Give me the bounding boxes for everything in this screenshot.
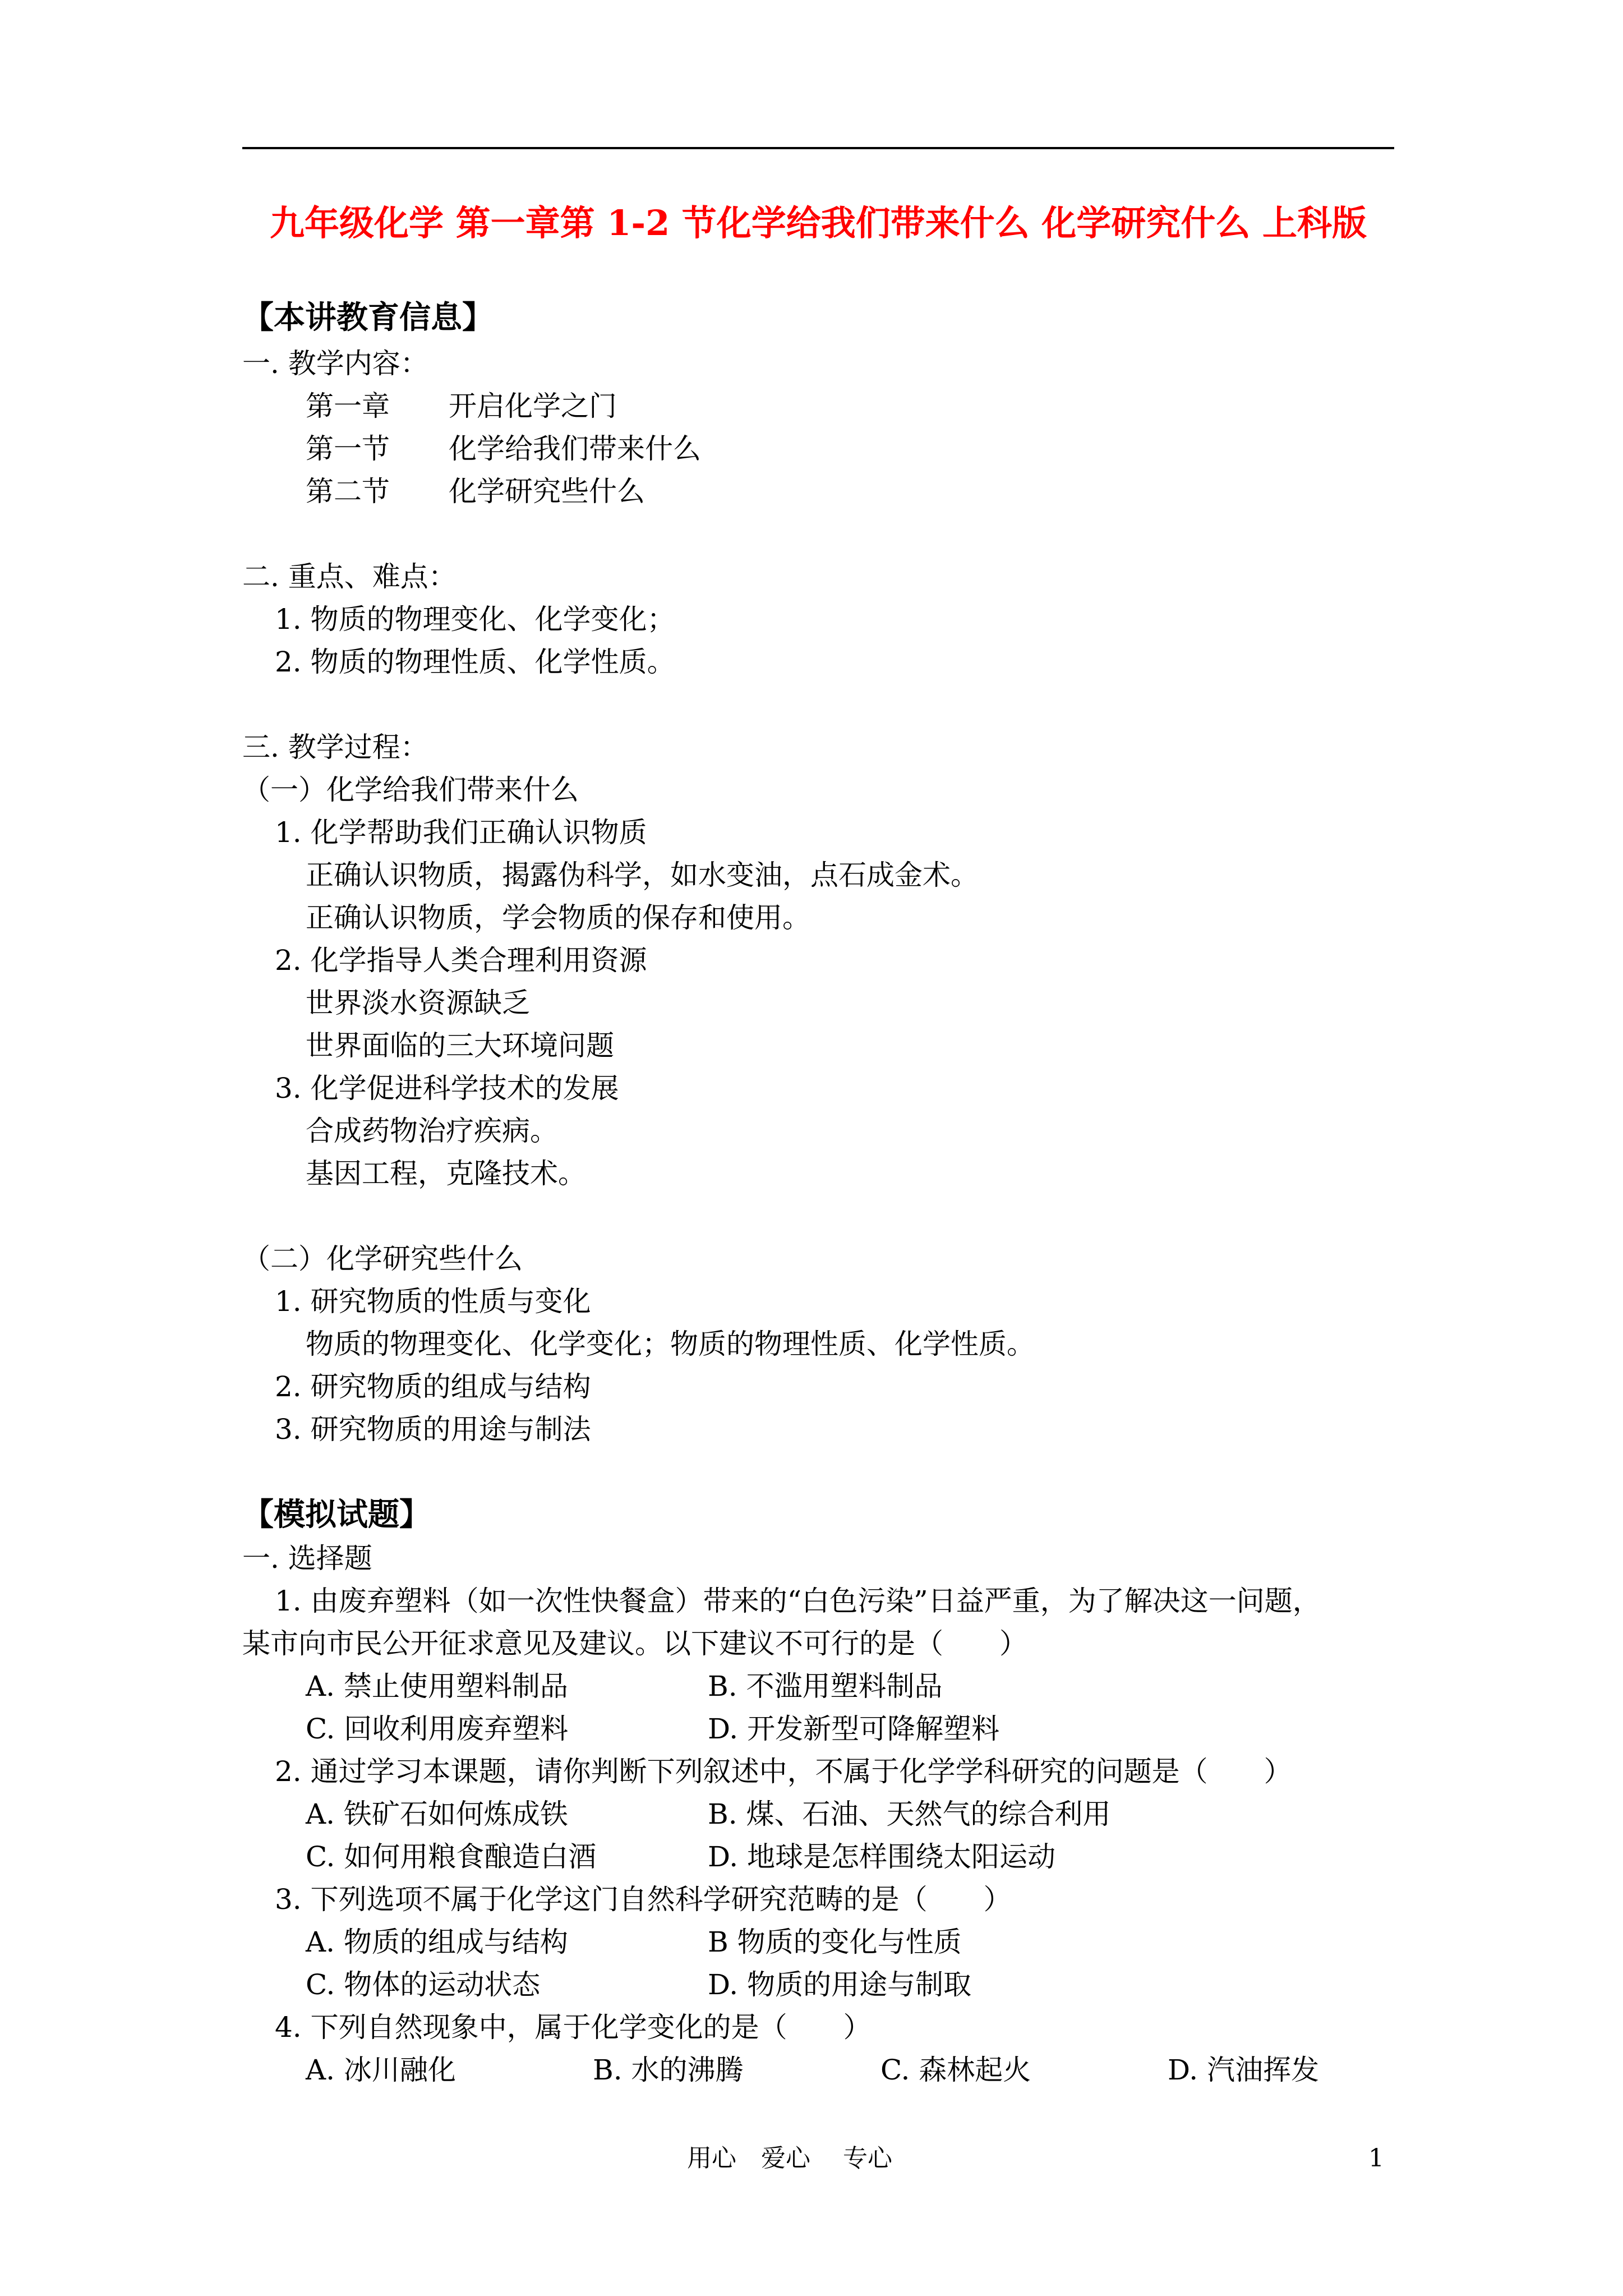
- part1-item-line: 基因工程，克隆技术。: [306, 1157, 586, 1190]
- process-heading: 三. 教学过程：: [242, 731, 428, 763]
- question-option: D. 汽油挥发: [1168, 2054, 1320, 2086]
- part1-item-title: 3. 化学促进科学技术的发展: [275, 1072, 619, 1105]
- question-option: A. 铁矿石如何炼成铁: [306, 1798, 568, 1830]
- part1-item-title: 1. 化学帮助我们正确认识物质: [275, 816, 647, 849]
- section-heading-quiz: 【模拟试题】: [242, 1496, 431, 1533]
- part2-item-title: 2. 研究物质的组成与结构: [275, 1370, 591, 1403]
- keypoint-item: 2. 物质的物理性质、化学性质。: [275, 646, 675, 678]
- chapter-text: 化学研究些什么: [449, 475, 645, 508]
- part1-item-line: 合成药物治疗疾病。: [306, 1115, 558, 1147]
- document-title: 九年级化学 第一章第 1-2 节化学给我们带来什么 化学研究什么 上科版: [270, 203, 1367, 243]
- question-option: B. 煤、石油、天然气的综合利用: [708, 1798, 1111, 1830]
- chapter-label: 第一章: [306, 390, 390, 422]
- question-option: C. 如何用粮食酿造白酒: [306, 1841, 597, 1873]
- question-stem: 某市向市民公开征求意见及建议。以下建议不可行的是（ ）: [242, 1627, 1027, 1660]
- question-option: C. 物体的运动状态: [306, 1968, 541, 2001]
- content-heading: 一. 教学内容：: [242, 347, 428, 380]
- question-option: B. 不滥用塑料制品: [708, 1670, 943, 1703]
- page-number: 1: [1368, 2144, 1384, 2173]
- question-option: A. 禁止使用塑料制品: [306, 1670, 568, 1703]
- chapter-text: 开启化学之门: [449, 390, 617, 422]
- chapter-label: 第一节: [306, 432, 390, 465]
- keypoint-item: 1. 物质的物理变化、化学变化；: [275, 603, 675, 636]
- part2-heading: （二）化学研究些什么: [242, 1243, 523, 1275]
- part1-item-title: 2. 化学指导人类合理利用资源: [275, 944, 647, 977]
- question-option: D. 开发新型可降解塑料: [708, 1713, 1000, 1745]
- part1-item-line: 世界淡水资源缺乏: [306, 987, 530, 1019]
- question-option: A. 物质的组成与结构: [306, 1926, 568, 1958]
- question-stem: 2. 通过学习本课题，请你判断下列叙述中，不属于化学学科研究的问题是（ ）: [275, 1755, 1292, 1788]
- question-option: C. 森林起火: [880, 2054, 1031, 2086]
- part1-item-line: 正确认识物质，揭露伪科学，如水变油，点石成金术。: [306, 859, 979, 891]
- choice-heading: 一. 选择题: [242, 1542, 372, 1575]
- question-stem: 3. 下列选项不属于化学这门自然科学研究范畴的是（ ）: [275, 1883, 1012, 1916]
- question-stem: 4. 下列自然现象中，属于化学变化的是（ ）: [275, 2011, 872, 2044]
- chapter-text: 化学给我们带来什么: [449, 432, 701, 465]
- part2-item-title: 1. 研究物质的性质与变化: [275, 1285, 591, 1318]
- header-rule: [242, 147, 1394, 149]
- part1-item-line: 正确认识物质，学会物质的保存和使用。: [306, 901, 810, 934]
- question-option: A. 冰川融化: [306, 2054, 456, 2086]
- section-heading-info: 【本讲教育信息】: [242, 299, 494, 336]
- footer-text: 用心 爱心 专心: [687, 2144, 892, 2173]
- chapter-label: 第二节: [306, 475, 390, 508]
- part1-item-line: 世界面临的三大环境问题: [306, 1029, 614, 1062]
- part2-item-title: 3. 研究物质的用途与制法: [275, 1413, 591, 1446]
- question-option: B. 水的沸腾: [593, 2054, 744, 2086]
- question-stem: 1. 由废弃塑料（如一次性快餐盒）带来的“白色污染”日益严重，为了解决这一问题，: [275, 1585, 1321, 1617]
- question-option: D. 地球是怎样围绕太阳运动: [708, 1841, 1056, 1873]
- part2-item-line: 物质的物理变化、化学变化；物质的物理性质、化学性质。: [306, 1328, 1035, 1360]
- keypoints-heading: 二. 重点、难点：: [242, 560, 457, 593]
- question-option: D. 物质的用途与制取: [708, 1968, 972, 2001]
- question-option: B 物质的变化与性质: [708, 1926, 962, 1958]
- question-option: C. 回收利用废弃塑料: [306, 1713, 569, 1745]
- part1-heading: （一）化学给我们带来什么: [242, 774, 579, 806]
